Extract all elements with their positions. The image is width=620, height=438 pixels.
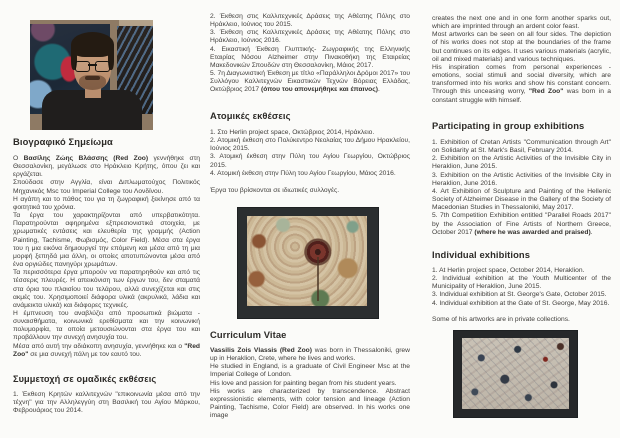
cv-text-continued [432,15,611,105]
individual-exhibition-item: 4. Ατομική έκθεση στην Πύλη του Αγίου Γεωργίου, Μάιος 2016. [210,169,396,177]
individual-exhibition-item: 1. Στο Herlin project space, Οκτώβριος 2014, Ηράκλειο. [210,129,375,136]
group-exhibition-item: 5. 7η Διαγωνιστική Έκθεση με τίτλο «Παράλληλοι Δρόμοι 2017» του Συλλόγου Καλλιτεχνών Εικαστικών Τεχνών Βόρειας Ελλάδας, Οκτώβριος 2017 (όπου του απονεμήθηκε και έπαινος). [210,70,410,94]
group-exhibitions-heading-gr: Συμμετοχή σε ομαδικές εκθέσεις [13,374,157,384]
group-exhibition-item: 3. Exhibition on the Artistic Activities of the Invisible City in Heraklion, June 2016. [432,171,611,187]
private-collections-note-gr: Έργα του βρίσκονται σε ιδιωτικές συλλογές. [210,187,340,194]
individual-exhibition-item: 2. Ατομική έκθεση στο Πολύκεντρο Νεολαίας του Δήμου Ηρακλείου, Ιούνιος 2015. [210,137,410,153]
individual-exhibitions-heading-gr: Ατομικές εκθέσεις [210,110,291,121]
individual-exhibitions-heading-en: Individual exhibitions [432,249,531,260]
portrait-mustache [85,76,100,80]
cv-paragraph: He studied in England, is a graduate of Civil Engineer Msc at the Imperial College of London. [210,363,410,379]
cv-paragraph: creates the next one and in one form another sparks out, which are imprinted through an ardent color feast. [432,15,611,31]
individual-exhibition-item: 3. Individual exhibition at St. George's Gate, October 2015. [432,291,607,299]
individual-exhibition-items-gr [210,129,410,178]
cv-paragraph: Vassilis Zois Vlassis (Red Zoo) was born in Thessaloniki, grew up in Heraklion, Crete, where he lives and works. [210,347,410,363]
individual-exhibition-items-en [432,267,611,308]
group-exhibition-item: 5. 7th Competition Exhibition entitled "Parallel Roads 2017" by the Association of Fine Artists of Northern Greece, October 2017 (where he was awarded and praised). [432,212,611,236]
artwork-photo-1 [237,207,379,319]
bio-paragraph: Τα περισσότερα έργα μπορούν να παρατηρηθούν και από τις τέσσερις πλευρές. Η απεικόνιση των έργων του, δεν σταματά στα όρια του πλαισίου του τελάρου, αλλά συνεχίζεται και στις ακμές του. Χρησιμοποιεί διάφορα υλικά (ακρυλικά, λάδια και ανάμεικτα υλικά) και διάφορες τεχνικές. [13,269,200,309]
bio-heading: Βιογραφικό Σημείωμα [13,136,113,147]
bio-paragraph: Η έμπνευση του αναβλύζει από προσωπικά βιώματα - συναισθήματα, κοινωνικά ερεθίσματα και την κοινωνική πολυμορφία, τα οποία μετουσιώνονται στα έργα του και προβάλλουν την συνεχή ανησυχία του. [13,309,200,342]
artwork-1-painting [247,216,367,306]
individual-exhibition-item: 4. Individual exhibition at the Gate of St. George, May 2016. [432,299,610,307]
bio-text [13,155,200,359]
cv-paragraph: Most artworks can be seen on all four sides. The depiction of his works does not stop at the boundaries of the frame but continues on its edges. It uses various materials (acrylic, oil and mixed materials) and various techniques. [432,31,611,63]
group-exhibitions-heading-en: Participating in group exhibitions [432,120,585,131]
group-exhibition-item: 4. Art Exhibition of Sculpture and Painting of the Hellenic Society of Alzheimer Disease in the Gallery of the Society of Macedonian Studies in Thessaloniki, May 2017. [432,187,611,212]
cv-text [210,347,410,420]
group-exhibition-item: 3. Έκθεση στις Καλλιτεχνικές Δράσεις της Αθέατης Πόλης στο Ηράκλειο, Ιούνιος 2016. [210,29,410,45]
group-exhibition-item: 1. Exhibition of Cretan Artists "Communication through Art" on Solidarity at St. Mark's Basil, February 2014. [432,139,611,155]
group-exhibition-item: 1. Έκθεση Κρητών καλλιτεχνών "επικοινωνία μέσα από την τέχνη" για την Αλληλεγγύη στη Βασιλική του Αγίου Μάρκου, Φεβρουάριος του 2014. [13,391,200,415]
private-collections-note-en: Some of his artworks are in private collections. [432,316,570,323]
individual-exhibition-item: 3. Ατομική έκθεση στην Πύλη του Αγίου Γεωργίου, Οκτώβριος 2015. [210,153,410,169]
cv-paragraph: His inspiration comes from personal experiences - emotions, social stimuli and social diversity, which are transformed into his works and show his constant concern. Through this unceasing worry, "Red Zoo" was born in a constant struggle with himself. [432,63,612,104]
bio-paragraph: Σπούδασε στην Αγγλία, είναι Διπλωματούχος Πολιτικός Μηχανικός Msc του Imperial College του Λονδίνου. [13,179,200,195]
individual-exhibition-item: 2. Individual exhibition at the Youth Multicenter of the Municipality of Heraklion, June 2015. [432,275,611,291]
portrait-photo [30,20,153,130]
group-exhibition-item: 2. Έκθεση στις Καλλιτεχνικές Δράσεις της Αθέατης Πόλης στο Ηράκλειο, Ιούνιος του 2015. [210,13,410,29]
individual-exhibition-item: 1. At Herlin project space, October 2014, Heraklion. [432,267,585,274]
artwork-photo-2 [453,330,578,418]
group-exhibition-items-en [432,139,611,237]
bio-paragraph: Μέσα από αυτή την αδιάκοπη ανησυχία, γεννήθηκε και ο "Red Zoo" σε μια συνεχή πάλη με τον εαυτό του. [13,342,200,358]
group-exhibition-item: 4. Εικαστική Έκθεση Γλυπτικής- Ζωγραφικής της Ελληνικής Εταιρίας Νόσου Alzheimer στην Πινακοθήκη της Εταιρείας Μακεδονικών Σπουδών στη Θεσσαλονίκη, Μάιος 2017. [210,45,410,69]
artwork-2-painting [462,338,569,409]
cv-heading: Curriculum Vitae [210,329,287,340]
portrait-glasses [75,61,110,71]
cv-paragraph: His works are characterized by transcendence. Abstract expressionistic elements, with color tension and lineage (Action Painting, Tachisme, Color Field) are observed. In his works one image [210,387,410,420]
cv-paragraph: His love and passion for painting began from his student years. [210,379,397,387]
group-exhibition-items-gr [210,13,410,95]
bio-paragraph: Τα έργα του χαρακτηρίζονται από υπερβατικότητα. Παρατηρούνται αφηρημένα εξπρεσιονιστικά στοιχεία, με χρωματικές εντάσεις και ελευθερία της γραμμής (Action Painting, Tachisme, Φωβισμός, Color Field). Μέσα στα έργα του η μια εικόνα δημιουργεί την επόμενη και μέσα από τη μια μορφή ξεπηδά μια άλλη, οι οποίες αποτυπώνονται μέσα από ένα οργιώδες πανηγύρι χρωμάτων. [13,212,200,269]
bio-paragraph: Η αγάπη και το πάθος του για τη ζωγραφική ξεκίνησε από τα φοιτητικά του χρόνια. [13,195,200,211]
bio-paragraph: Ο Βασίλης Ζώης Βλάσσης (Red Zoo) γεννήθηκε στη Θεσσαλονίκη, μεγάλωσε στο Ηράκλειο Κρήτης, όπου ζει και εργάζεται. [13,155,200,179]
group-exhibition-item: 2. Exhibition on the Artistic Activities of the Invisible City in Heraklion, June 2015. [432,155,611,171]
